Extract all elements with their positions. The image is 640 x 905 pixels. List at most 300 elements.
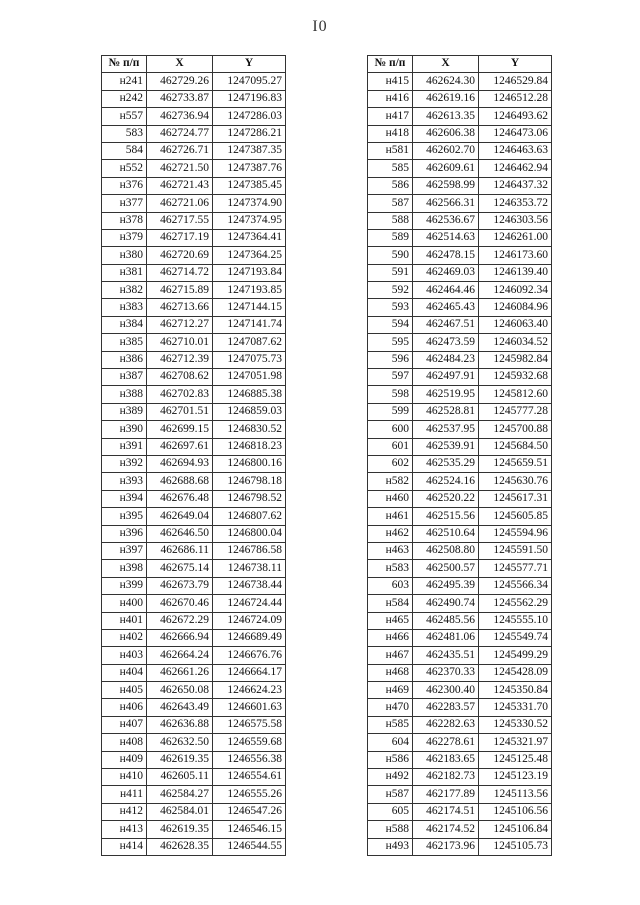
cell-y: 1246559.68 — [213, 734, 286, 751]
table-row — [368, 560, 552, 577]
cell-y: 1246798.52 — [213, 490, 286, 507]
table-row — [368, 299, 552, 316]
coordinates-table-left — [101, 55, 286, 856]
table-row — [102, 734, 286, 751]
cell-y: 1247196.83 — [213, 90, 286, 107]
cell-point-number: 590 — [368, 247, 413, 264]
cell-y: 1247193.84 — [213, 264, 286, 281]
cell-point-number: н404 — [102, 664, 147, 681]
table-row — [102, 751, 286, 768]
table-row — [368, 125, 552, 142]
table-row — [102, 664, 286, 681]
cell-point-number: н400 — [102, 595, 147, 612]
table-header-row — [368, 56, 552, 73]
cell-y: 1245555.10 — [479, 612, 552, 629]
cell-x: 462673.79 — [147, 577, 213, 594]
table-row — [102, 508, 286, 525]
cell-x: 462672.29 — [147, 612, 213, 629]
cell-point-number: н378 — [102, 212, 147, 229]
cell-y: 1245321.97 — [479, 734, 552, 751]
cell-point-number: н395 — [102, 508, 147, 525]
table-row — [102, 769, 286, 786]
cell-x: 462173.96 — [413, 838, 479, 855]
cell-y: 1245659.51 — [479, 455, 552, 472]
cell-x: 462500.57 — [413, 560, 479, 577]
table-row — [368, 803, 552, 820]
table-row — [102, 195, 286, 212]
cell-x: 462282.63 — [413, 716, 479, 733]
cell-x: 462643.49 — [147, 699, 213, 716]
table-row — [368, 282, 552, 299]
table-row — [368, 473, 552, 490]
cell-point-number: н412 — [102, 803, 147, 820]
cell-x: 462676.48 — [147, 490, 213, 507]
cell-point-number: н242 — [102, 90, 147, 107]
cell-y: 1246724.09 — [213, 612, 286, 629]
cell-x: 462694.93 — [147, 455, 213, 472]
cell-x: 462566.31 — [413, 195, 479, 212]
table-row — [102, 386, 286, 403]
table-row — [102, 803, 286, 820]
cell-x: 462670.46 — [147, 595, 213, 612]
cell-y: 1245617.31 — [479, 490, 552, 507]
cell-point-number: 604 — [368, 734, 413, 751]
cell-y: 1245577.71 — [479, 560, 552, 577]
cell-y: 1246437.32 — [479, 177, 552, 194]
table-row — [102, 821, 286, 838]
cell-x: 462478.15 — [413, 247, 479, 264]
cell-x: 462484.23 — [413, 351, 479, 368]
cell-point-number: н413 — [102, 821, 147, 838]
cell-point-number: 592 — [368, 282, 413, 299]
cell-point-number: н588 — [368, 821, 413, 838]
cell-point-number: н401 — [102, 612, 147, 629]
cell-y: 1246473.06 — [479, 125, 552, 142]
cell-y: 1246624.23 — [213, 682, 286, 699]
cell-point-number: 593 — [368, 299, 413, 316]
cell-point-number: 600 — [368, 421, 413, 438]
cell-point-number: 597 — [368, 369, 413, 386]
table-header-row — [102, 56, 286, 73]
table-row — [102, 316, 286, 333]
cell-y: 1246798.18 — [213, 473, 286, 490]
cell-y: 1246092.34 — [479, 282, 552, 299]
cell-y: 1246859.03 — [213, 403, 286, 420]
cell-point-number: н381 — [102, 264, 147, 281]
cell-y: 1245106.56 — [479, 803, 552, 820]
table-row — [368, 664, 552, 681]
header-x: X — [413, 56, 479, 73]
coordinates-table-right — [367, 55, 552, 856]
cell-point-number: н396 — [102, 525, 147, 542]
table-row — [102, 629, 286, 646]
cell-point-number: н392 — [102, 455, 147, 472]
cell-point-number: 585 — [368, 160, 413, 177]
cell-x: 462686.11 — [147, 542, 213, 559]
cell-y: 1246738.44 — [213, 577, 286, 594]
cell-point-number: н582 — [368, 473, 413, 490]
cell-x: 462619.16 — [413, 90, 479, 107]
cell-x: 462182.73 — [413, 769, 479, 786]
cell-point-number: н460 — [368, 490, 413, 507]
cell-point-number: н387 — [102, 369, 147, 386]
cell-y: 1247095.27 — [213, 73, 286, 90]
table-row — [368, 177, 552, 194]
cell-y: 1245549.74 — [479, 629, 552, 646]
table-row — [368, 369, 552, 386]
cell-point-number: н379 — [102, 229, 147, 246]
cell-y: 1245350.84 — [479, 682, 552, 699]
table-row — [368, 490, 552, 507]
cell-y: 1246786.58 — [213, 542, 286, 559]
cell-x: 462370.33 — [413, 664, 479, 681]
table-row — [102, 403, 286, 420]
cell-point-number: 587 — [368, 195, 413, 212]
cell-x: 462435.51 — [413, 647, 479, 664]
table-row — [368, 142, 552, 159]
cell-x: 462519.95 — [413, 386, 479, 403]
cell-x: 462613.35 — [413, 108, 479, 125]
table-row — [102, 160, 286, 177]
table-row — [102, 351, 286, 368]
table-row — [368, 438, 552, 455]
table-row — [102, 369, 286, 386]
cell-x: 462721.06 — [147, 195, 213, 212]
cell-y: 1246353.72 — [479, 195, 552, 212]
cell-y: 1245562.29 — [479, 595, 552, 612]
cell-point-number: н403 — [102, 647, 147, 664]
cell-x: 462605.11 — [147, 769, 213, 786]
table-row — [102, 438, 286, 455]
cell-point-number: н410 — [102, 769, 147, 786]
table-row — [102, 177, 286, 194]
cell-point-number: 602 — [368, 455, 413, 472]
cell-point-number: 588 — [368, 212, 413, 229]
cell-x: 462702.83 — [147, 386, 213, 403]
cell-point-number: н391 — [102, 438, 147, 455]
cell-y: 1245428.09 — [479, 664, 552, 681]
cell-y: 1247286.03 — [213, 108, 286, 125]
cell-x: 462632.50 — [147, 734, 213, 751]
cell-y: 1245982.84 — [479, 351, 552, 368]
cell-x: 462688.68 — [147, 473, 213, 490]
header-x: X — [147, 56, 213, 73]
table-row — [102, 490, 286, 507]
cell-y: 1246556.38 — [213, 751, 286, 768]
cell-x: 462721.50 — [147, 160, 213, 177]
cell-point-number: 601 — [368, 438, 413, 455]
table-row — [368, 212, 552, 229]
cell-y: 1246601.63 — [213, 699, 286, 716]
table-row — [368, 316, 552, 333]
table-row — [368, 264, 552, 281]
table-row — [102, 525, 286, 542]
header-point-number: № п/п — [102, 56, 147, 73]
cell-y: 1245812.60 — [479, 386, 552, 403]
cell-y: 1246463.63 — [479, 142, 552, 159]
cell-x: 462717.19 — [147, 229, 213, 246]
cell-point-number: н389 — [102, 403, 147, 420]
cell-y: 1245123.19 — [479, 769, 552, 786]
table-row — [368, 229, 552, 246]
cell-point-number: н552 — [102, 160, 147, 177]
table-row — [102, 142, 286, 159]
cell-y: 1247364.41 — [213, 229, 286, 246]
table-row — [102, 247, 286, 264]
cell-x: 462598.99 — [413, 177, 479, 194]
cell-x: 462733.87 — [147, 90, 213, 107]
cell-point-number: 586 — [368, 177, 413, 194]
table-row — [102, 125, 286, 142]
cell-x: 462177.89 — [413, 786, 479, 803]
table-row — [368, 195, 552, 212]
cell-point-number: н583 — [368, 560, 413, 577]
table-row — [102, 90, 286, 107]
cell-point-number: н462 — [368, 525, 413, 542]
cell-point-number: н377 — [102, 195, 147, 212]
cell-x: 462650.08 — [147, 682, 213, 699]
cell-y: 1247075.73 — [213, 351, 286, 368]
cell-point-number: н382 — [102, 282, 147, 299]
table-row — [368, 595, 552, 612]
table-row — [368, 508, 552, 525]
table-row — [102, 647, 286, 664]
table-row — [368, 821, 552, 838]
table-row — [368, 108, 552, 125]
cell-y: 1246818.23 — [213, 438, 286, 455]
cell-y: 1246303.56 — [479, 212, 552, 229]
cell-x: 462717.55 — [147, 212, 213, 229]
cell-point-number: н557 — [102, 108, 147, 125]
cell-x: 462539.91 — [413, 438, 479, 455]
cell-y: 1246800.04 — [213, 525, 286, 542]
table-row — [368, 629, 552, 646]
cell-x: 462666.94 — [147, 629, 213, 646]
header-y: Y — [213, 56, 286, 73]
cell-point-number: н393 — [102, 473, 147, 490]
cell-y: 1246830.52 — [213, 421, 286, 438]
cell-x: 462300.40 — [413, 682, 479, 699]
table-row — [368, 525, 552, 542]
table-row — [368, 160, 552, 177]
cell-point-number: н463 — [368, 542, 413, 559]
cell-point-number: н415 — [368, 73, 413, 90]
cell-point-number: н461 — [368, 508, 413, 525]
cell-x: 462490.74 — [413, 595, 479, 612]
table-row — [368, 838, 552, 855]
cell-x: 462485.56 — [413, 612, 479, 629]
cell-point-number: н394 — [102, 490, 147, 507]
cell-point-number: 594 — [368, 316, 413, 333]
cell-x: 462715.89 — [147, 282, 213, 299]
table-row — [102, 473, 286, 490]
cell-point-number: 599 — [368, 403, 413, 420]
cell-x: 462675.14 — [147, 560, 213, 577]
cell-x: 462726.71 — [147, 142, 213, 159]
header-y: Y — [479, 56, 552, 73]
cell-point-number: н581 — [368, 142, 413, 159]
cell-y: 1246512.28 — [479, 90, 552, 107]
cell-x: 462624.30 — [413, 73, 479, 90]
cell-x: 462183.65 — [413, 751, 479, 768]
cell-y: 1245630.76 — [479, 473, 552, 490]
table-row — [368, 734, 552, 751]
cell-point-number: н386 — [102, 351, 147, 368]
cell-y: 1245330.52 — [479, 716, 552, 733]
cell-x: 462467.51 — [413, 316, 479, 333]
cell-x: 462473.59 — [413, 334, 479, 351]
table-row — [368, 612, 552, 629]
cell-y: 1246063.40 — [479, 316, 552, 333]
table-row — [102, 595, 286, 612]
table-row — [368, 403, 552, 420]
table-row — [368, 682, 552, 699]
cell-y: 1246800.16 — [213, 455, 286, 472]
cell-x: 462174.52 — [413, 821, 479, 838]
cell-y: 1247051.98 — [213, 369, 286, 386]
cell-y: 1247374.90 — [213, 195, 286, 212]
table-row — [368, 351, 552, 368]
cell-x: 462174.51 — [413, 803, 479, 820]
cell-y: 1245777.28 — [479, 403, 552, 420]
cell-y: 1245331.70 — [479, 699, 552, 716]
table-row — [102, 542, 286, 559]
table-row — [102, 299, 286, 316]
cell-point-number: 603 — [368, 577, 413, 594]
table-row — [102, 108, 286, 125]
cell-x: 462609.61 — [413, 160, 479, 177]
cell-y: 1247144.15 — [213, 299, 286, 316]
cell-point-number: н409 — [102, 751, 147, 768]
cell-x: 462536.67 — [413, 212, 479, 229]
header-point-number: № п/п — [368, 56, 413, 73]
table-row — [102, 560, 286, 577]
cell-x: 462465.43 — [413, 299, 479, 316]
cell-x: 462497.91 — [413, 369, 479, 386]
cell-y: 1245591.50 — [479, 542, 552, 559]
cell-y: 1245684.50 — [479, 438, 552, 455]
table-row — [102, 682, 286, 699]
cell-x: 462713.66 — [147, 299, 213, 316]
table-row — [102, 229, 286, 246]
table-row — [368, 247, 552, 264]
cell-point-number: 596 — [368, 351, 413, 368]
cell-y: 1246034.52 — [479, 334, 552, 351]
cell-x: 462649.04 — [147, 508, 213, 525]
cell-x: 462283.57 — [413, 699, 479, 716]
cell-x: 462720.69 — [147, 247, 213, 264]
cell-y: 1246689.49 — [213, 629, 286, 646]
cell-x: 462619.35 — [147, 821, 213, 838]
cell-point-number: н417 — [368, 108, 413, 125]
cell-x: 462646.50 — [147, 525, 213, 542]
cell-y: 1245113.56 — [479, 786, 552, 803]
cell-point-number: н416 — [368, 90, 413, 107]
cell-x: 462464.46 — [413, 282, 479, 299]
cell-point-number: н469 — [368, 682, 413, 699]
cell-x: 462515.56 — [413, 508, 479, 525]
cell-y: 1245605.85 — [479, 508, 552, 525]
cell-x: 462729.26 — [147, 73, 213, 90]
cell-x: 462736.94 — [147, 108, 213, 125]
cell-y: 1245105.73 — [479, 838, 552, 855]
table-row — [102, 612, 286, 629]
cell-point-number: 584 — [102, 142, 147, 159]
cell-x: 462710.01 — [147, 334, 213, 351]
cell-point-number: 589 — [368, 229, 413, 246]
cell-x: 462712.27 — [147, 316, 213, 333]
cell-y: 1247374.95 — [213, 212, 286, 229]
cell-point-number: н585 — [368, 716, 413, 733]
cell-y: 1246807.62 — [213, 508, 286, 525]
table-row — [368, 769, 552, 786]
cell-x: 462724.77 — [147, 125, 213, 142]
cell-y: 1245106.84 — [479, 821, 552, 838]
cell-y: 1245499.29 — [479, 647, 552, 664]
cell-x: 462469.03 — [413, 264, 479, 281]
cell-point-number: н411 — [102, 786, 147, 803]
cell-x: 462584.27 — [147, 786, 213, 803]
cell-point-number: н418 — [368, 125, 413, 142]
cell-x: 462495.39 — [413, 577, 479, 594]
cell-x: 462714.72 — [147, 264, 213, 281]
table-row — [102, 73, 286, 90]
table-row — [368, 577, 552, 594]
cell-x: 462697.61 — [147, 438, 213, 455]
cell-y: 1246555.26 — [213, 786, 286, 803]
cell-point-number: н493 — [368, 838, 413, 855]
cell-point-number: н465 — [368, 612, 413, 629]
table-row — [368, 334, 552, 351]
table-row — [368, 90, 552, 107]
cell-point-number: н388 — [102, 386, 147, 403]
cell-x: 462520.22 — [413, 490, 479, 507]
cell-x: 462481.06 — [413, 629, 479, 646]
cell-y: 1246462.94 — [479, 160, 552, 177]
cell-y: 1246173.60 — [479, 247, 552, 264]
table-row — [102, 577, 286, 594]
table-row — [102, 264, 286, 281]
cell-point-number: н380 — [102, 247, 147, 264]
cell-point-number: н397 — [102, 542, 147, 559]
table-row — [368, 751, 552, 768]
cell-point-number: 595 — [368, 334, 413, 351]
cell-x: 462537.95 — [413, 421, 479, 438]
cell-point-number: н492 — [368, 769, 413, 786]
cell-x: 462628.35 — [147, 838, 213, 855]
cell-point-number: н241 — [102, 73, 147, 90]
cell-x: 462701.51 — [147, 403, 213, 420]
table-row — [368, 542, 552, 559]
cell-x: 462524.16 — [413, 473, 479, 490]
cell-x: 462278.61 — [413, 734, 479, 751]
table-row — [102, 838, 286, 855]
cell-y: 1246261.00 — [479, 229, 552, 246]
table-row — [102, 716, 286, 733]
cell-point-number: н376 — [102, 177, 147, 194]
cell-point-number: н398 — [102, 560, 147, 577]
cell-y: 1246885.38 — [213, 386, 286, 403]
cell-point-number: 605 — [368, 803, 413, 820]
cell-point-number: н468 — [368, 664, 413, 681]
cell-x: 462619.35 — [147, 751, 213, 768]
cell-y: 1247286.21 — [213, 125, 286, 142]
cell-y: 1246738.11 — [213, 560, 286, 577]
cell-y: 1245566.34 — [479, 577, 552, 594]
cell-y: 1247087.62 — [213, 334, 286, 351]
cell-y: 1246724.44 — [213, 595, 286, 612]
table-row — [102, 455, 286, 472]
